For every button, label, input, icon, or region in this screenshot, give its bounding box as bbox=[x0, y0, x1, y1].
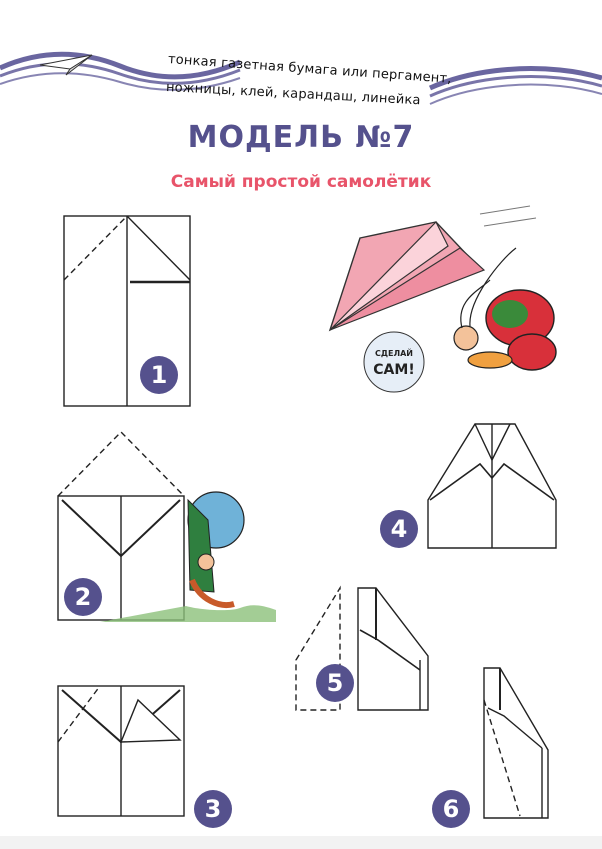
step-6-diagram bbox=[484, 668, 548, 818]
materials-line-1: тонкая газетная бумага или пергамент, bbox=[167, 52, 453, 87]
step-3-badge: 3 bbox=[194, 790, 232, 828]
materials-line-2: ножницы, клей, карандаш, линейка bbox=[165, 80, 421, 109]
step-2-badge: 2 bbox=[64, 578, 102, 616]
step-4-badge: 4 bbox=[380, 510, 418, 548]
sticker-badge bbox=[364, 332, 424, 392]
step-6-badge: 6 bbox=[432, 790, 470, 828]
sticker-line-1: СДЕЛАЙ bbox=[375, 349, 413, 358]
step-3-diagram bbox=[58, 686, 184, 816]
step-5-badge: 5 bbox=[316, 664, 354, 702]
page-title: МОДЕЛЬ №7 bbox=[187, 120, 415, 155]
sticker-line-2: САМ! bbox=[373, 362, 415, 378]
step-4-diagram bbox=[428, 424, 556, 548]
page-bottom-strip bbox=[0, 836, 602, 849]
page-subtitle: Самый простой самолётик bbox=[170, 172, 432, 192]
step-1-badge: 1 bbox=[140, 356, 178, 394]
step-5-diagram bbox=[296, 588, 428, 710]
